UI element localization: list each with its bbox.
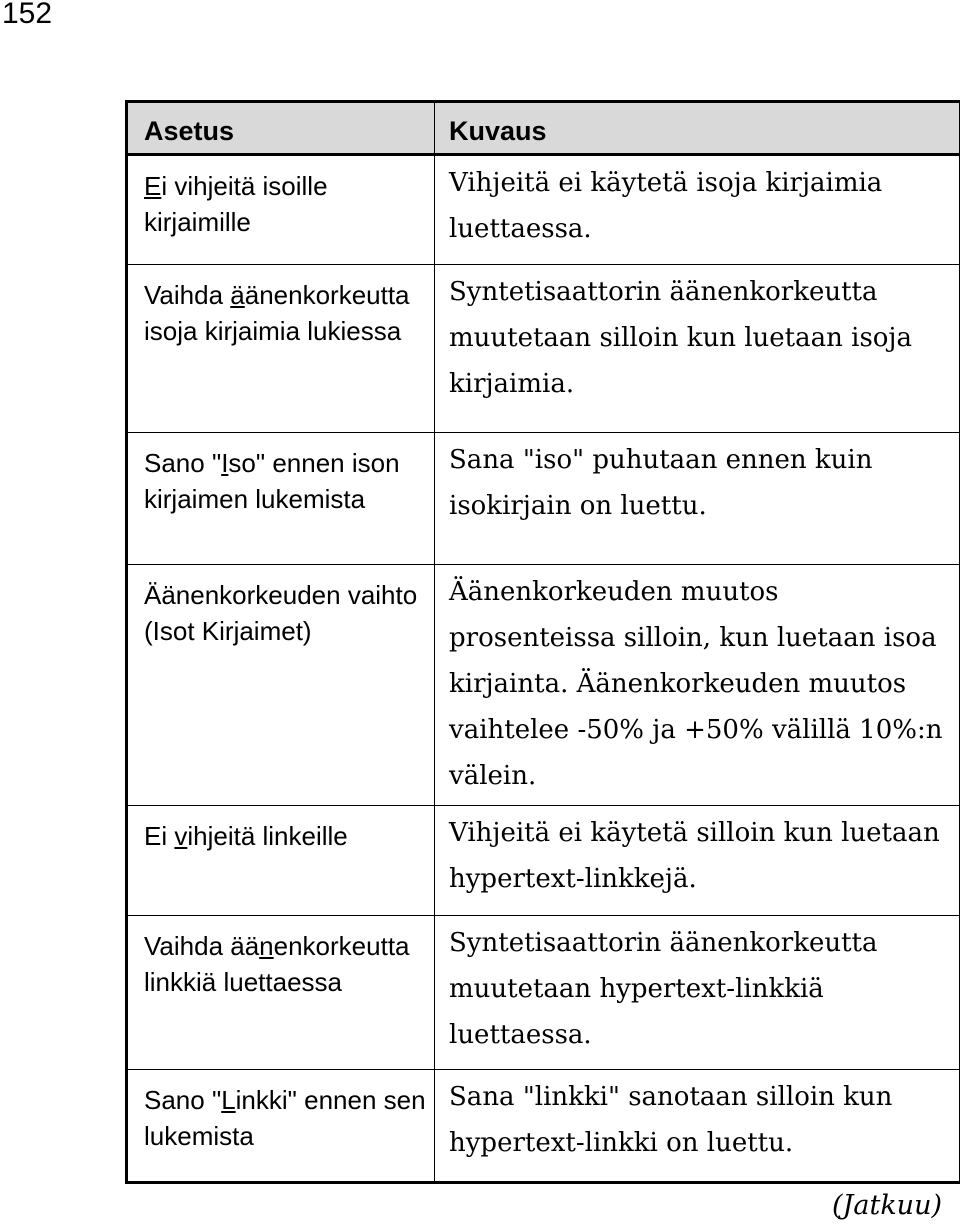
description-cell: Sana "linkki" sanotaan silloin kun hypertext-linkki on luettu. [435,1070,960,1183]
continue-note: (Jatkuu) [832,1190,942,1221]
table-row [127,806,960,916]
setting-accelerator-key: I [221,448,229,478]
settings-table [125,100,960,1184]
setting-accelerator-key: L [221,1085,236,1115]
setting-accelerator-key: n [259,931,274,961]
table-row [127,433,960,565]
setting-text-pre: Vaihda [144,280,231,310]
description-cell: Sana "iso" puhutaan ennen kuin isokirjain on luettu. [435,433,960,565]
table-row [127,565,960,806]
table-row [127,155,960,265]
setting-cell [127,155,435,265]
setting-text-pre: Ei [144,821,175,851]
setting-accelerator-key: v [174,821,188,851]
setting-text-pre: Äänenkorkeuden vaihto (Isot Kirjaimet) [144,580,418,646]
description-cell: Äänenkorkeuden muutos prosenteissa silloin, kun luetaan isoa kirjainta. Äänenkorkeuden muutos vaihtelee -50% ja +50% välillä 10%:n välein. [435,565,960,806]
setting-text-post: änenkorkeutta isoja kirjaimia lukiessa [144,280,410,346]
setting-text-post: ihjeitä linkeille [187,821,348,851]
header-description: Kuvaus [435,102,960,155]
setting-text-pre: Vaihda ää [144,931,260,961]
setting-cell [127,806,435,916]
table-row [127,1070,960,1183]
setting-text-post: so" ennen ison kirjaimen lukemista [144,448,400,514]
setting-cell [127,1070,435,1183]
setting-text-pre: Sano " [144,448,222,478]
setting-cell [127,916,435,1070]
header-setting: Asetus [127,102,435,155]
description-cell: Vihjeitä ei käytetä isoja kirjaimia luettaessa. [435,155,960,265]
page-number: 152 [2,0,53,30]
table-header-row [127,102,960,155]
setting-text-post: enkorkeutta linkkiä luettaessa [144,931,410,997]
description-cell: Syntetisaattorin äänenkorkeutta muutetaan hypertext-linkkiä luettaessa. [435,916,960,1070]
setting-accelerator-key: ä [230,280,245,310]
setting-text-post: i vihjeitä isoille kirjaimille [144,171,328,237]
table-row [127,916,960,1070]
setting-cell [127,433,435,565]
setting-text-post: inkki" ennen sen lukemista [144,1085,426,1151]
table-row [127,265,960,433]
description-cell: Vihjeitä ei käytetä silloin kun luetaan hypertext-linkkejä. [435,806,960,916]
setting-cell [127,565,435,806]
setting-cell [127,265,435,433]
setting-accelerator-key: E [144,171,162,201]
description-cell: Syntetisaattorin äänenkorkeutta muutetaan silloin kun luetaan isoja kirjaimia. [435,265,960,433]
setting-text-pre: Sano " [144,1085,222,1115]
